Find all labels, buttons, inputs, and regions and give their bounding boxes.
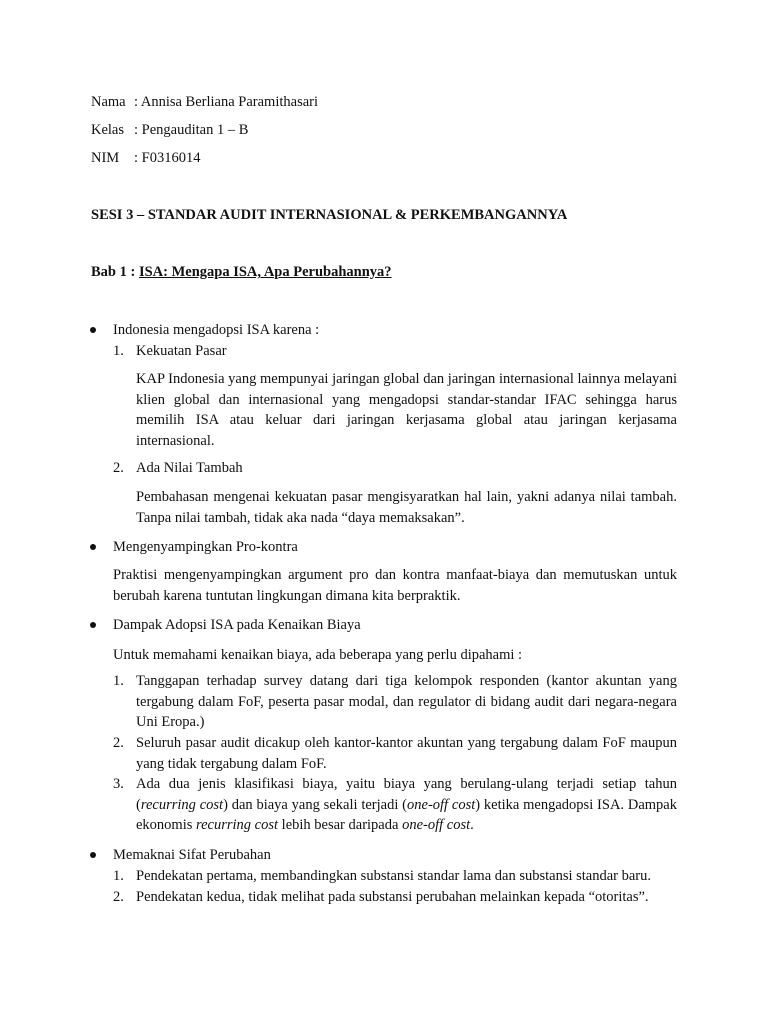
bullet3-item2-num: 2. [113,735,124,751]
bullet3-item3-text [136,774,677,836]
bullet2-body: Praktisi mengenyampingkan argument pro dan kontra manfaat-biaya dan memutuskan untuk berubah karena tuntutan lingkungan dimana kita berpraktik. [113,567,677,604]
italic-term: one-off cost [407,796,476,813]
text-run: Ada dua jenis klasifikasi biaya, yaitu biaya yang berulang-ulang terjadi setiap tahun ( [136,776,677,813]
bullet4-text: Memaknai Sifat Perubahan [113,847,271,863]
identity-label-nama: Nama [91,94,126,110]
bullet3-item1-text: Tanggapan terhadap survey datang dari tiga kelompok responden (kantor akuntan yang tergabung dalam FoF, peserta pasar modal, dan regulator di bidang audit dari negara-negara Uni Eropa.) [136,673,677,730]
bullet3-intro: Untuk memahami kenaikan biaya, ada beberapa yang perlu dipahami : [113,647,523,663]
bullet3-text: Dampak Adopsi ISA pada Kenaikan Biaya [113,617,361,633]
bullet-icon [90,544,96,550]
chapter-heading [91,262,392,282]
text-run: lebih besar daripada [278,817,403,833]
bullet4-item2-text: Pendekatan kedua, tidak melihat pada substansi perubahan melainkan kepada “otoritas”. [136,889,649,905]
bullet3-item3-num: 3. [113,776,124,792]
bullet4-item1-text: Pendekatan pertama, membandingkan substansi standar lama dan substansi standar baru. [136,868,652,884]
text-run: . [470,817,474,833]
bullet1-item1-title: Kekuatan Pasar [136,343,227,359]
text-run: ) dan biaya yang sekali terjadi ( [223,796,408,813]
bullet1-item2-body: Pembahasan mengenai kekuatan pasar mengisyaratkan hal lain, yakni adanya nilai tambah. Tanpa nilai tambah, tidak aka nada “daya memaksakan”. [136,489,677,526]
bullet4-item2-num: 2. [113,889,124,905]
bullet1-item1-num: 1. [113,343,124,359]
text-run: ) ketika mengadopsi ISA. Dampak ekonomis [136,796,677,833]
bullet-icon [90,327,96,333]
chapter-title: ISA: Mengapa ISA, Apa Perubahannya? [138,264,392,280]
bullet3-item1-num: 1. [113,673,124,689]
bullet2-text: Mengenyampingkan Pro-kontra [113,539,298,555]
italic-term: recurring cost [196,817,279,833]
identity-value-nama: : Annisa Berliana Paramithasari [134,94,319,110]
bullet1-item2-title: Ada Nilai Tambah [136,460,243,476]
identity-label-kelas: Kelas [91,122,125,138]
identity-value-kelas: : Pengauditan 1 – B [134,122,249,138]
bullet-icon [90,852,96,858]
bullet3-item2-text: Seluruh pasar audit dicakup oleh kantor-kantor akuntan yang tergabung dalam FoF maupun yang tidak tergabung dalam FoF. [136,735,677,772]
bullet1-item1-body: KAP Indonesia yang mempunyai jaringan global dan jaringan internasional lainnya melayani klien global dan internasional yang mengadopsi standar-standar IFAC sehingga harus memilih ISA atau keluar dari jaringan kerjasama global atau jaringan kerjasama internasional. [136,371,677,449]
bullet4-item1-num: 1. [113,868,124,884]
bullet1-text: Indonesia mengadopsi ISA karena : [113,322,320,338]
identity-label-nim: NIM [91,150,120,166]
italic-term: one-off cost [402,817,471,833]
session-title: SESI 3 – STANDAR AUDIT INTERNASIONAL & PERKEMBANGANNYA [91,207,568,223]
bullet-icon [90,622,96,628]
bullet1-item2-num: 2. [113,460,124,476]
identity-value-nim: : F0316014 [134,150,201,166]
chapter-prefix: Bab 1 : [91,264,139,280]
italic-term: recurring cost [140,796,224,813]
